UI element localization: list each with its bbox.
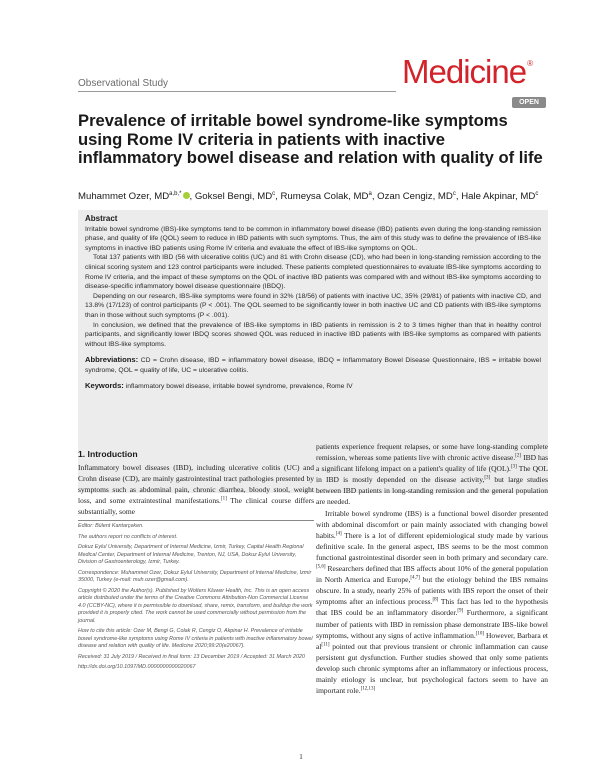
section-heading-introduction: 1. Introduction bbox=[78, 449, 138, 459]
abstract-paragraph: Depending on our research, IBS-like symptoms were found in 32% (18/56) of patients with inactive UC, 35% (29/81) of patients with inactive CD, and 13.8% (17/123) of control participants (P < .001). The QOL seemed to be significantly lower in both inactive UC and CD patients with IBS-like symptoms than in those without such symptoms (P < .001). bbox=[85, 292, 541, 319]
citation-link[interactable]: [4] bbox=[335, 531, 342, 537]
body-paragraph: patients experience frequent relapses, or some have long-standing complete remission, whereas some patients live with chronic active disease.[2] IBD has a significant lifelong impact on a patient's quality of life (QOL).[3] The QOL in IBD is mostly depended on the disease activity,[3] but large studies between IBD patients in long-standing remission and the general population are needed. bbox=[316, 442, 548, 507]
citation-note: How to cite this article: Ozer M, Bengi G, Colak R, Cengiz O, Akpinar H. Prevalence of irritable bowel syndrome-like symptoms using Rome IV criteria in patients with inactive inflammatory bowel disease and relation with quality of life. Medicine 2020;99:20(e20067). bbox=[78, 628, 313, 649]
author-name[interactable]: Muhammet Ozer, MD bbox=[78, 191, 170, 203]
citation-link[interactable]: [12,13] bbox=[360, 686, 376, 692]
author-name[interactable]: , Ozan Cengiz, MD bbox=[371, 191, 453, 203]
intro-right-column bbox=[316, 441, 548, 696]
citation-link[interactable]: [10] bbox=[475, 631, 485, 637]
citation-link[interactable]: [9] bbox=[457, 608, 464, 614]
citation-link[interactable]: [4,7] bbox=[410, 575, 420, 581]
abstract-paragraph: Total 137 patients with IBD (56 with ulcerative colitis (UC) and 81 with Crohn disease (CD), who had been in long-standing remission according to the clinical scoring system and 123 control participants were included. These patients completed questionnaires to evaluate IBS-like symptoms according to Rome IV criteria, and the impact of these symptoms on the QOL of inactive IBD patients was compared with and without IBS-like symptoms according to disease-specific inflammatory bowel disease questionnaire (IBDQ). bbox=[85, 254, 541, 291]
citation-link[interactable]: [8] bbox=[432, 597, 439, 603]
header-rule bbox=[78, 91, 396, 92]
affiliations-note: Dokuz Eylul University, Department of Internal Medicine, Izmir, Turkey, Capital Health Regional Medical Center, Department of Internal Medicine, Trenton, NJ, USA, Dokuz Eylul University, Division of Gastroenterology, Izmir, Turkey. bbox=[78, 544, 304, 565]
dates-note: Received: 31 July 2019 / Received in final form: 13 December 2019 / Accepted: 31 March 2020 bbox=[78, 653, 305, 660]
correspondence-note: Correspondence: Muhammet Ozer, Dokuz Eylul University, Department of Internal Medicine, Izmir 35000, Turkey (e-mail: muh.ozer@gmail.com). bbox=[78, 569, 312, 583]
abstract-paragraph: Irritable bowel syndrome (IBS)-like symptoms tend to be common in inflammatory bowel disease (IBD) patients even during the long-standing remission phase, and quality of life (QOL) seem to reduce in IBD patients with such symptoms. Thus, the aim of this study was to define the prevalence of IBS-like symptoms in inactive IBD patients using Rome IV criteria and evaluate the effect of IBS-like symptoms on QOL. bbox=[85, 225, 541, 252]
abstract-heading: Abstract bbox=[85, 214, 118, 223]
citation-link[interactable]: [11] bbox=[321, 642, 330, 648]
citation-link[interactable]: [3] bbox=[484, 475, 491, 481]
copyright-note: Copyright © 2020 the Author(s). Published by Wolters Kluwer Health, Inc. This is an open access article distributed under the terms of the Creative Commons Attribution-Non Commercial License 4.0 (CCBY-NC), where it is permissible to download, share, remix, transform, and buildup the work provided it is properly cited. The work cannot be used commercially without permission from the journal. bbox=[78, 587, 313, 624]
open-access-badge: OPEN bbox=[512, 97, 546, 108]
doi-link[interactable]: http://dx.doi.org/10.1097/MD.0000000000020067 bbox=[78, 664, 196, 670]
intro-left-column bbox=[78, 462, 314, 517]
editor-note: Editor: Bülent Kantarçeken. bbox=[78, 523, 144, 529]
body-paragraph: Inflammatory bowel diseases (IBD), including ulcerative colitis (UC) and Crohn disease (CD), are mainly gastrointestinal tract pathologies presented by symptoms such as abdominal pain, chronic diarrhea, bloody stool, weight loss, and some extraintestinal manifestations.[1] The clinical course differs substantially, some bbox=[78, 463, 315, 517]
section-label: Observational Study bbox=[78, 78, 169, 89]
conflict-note: The authors report no conflicts of interest. bbox=[78, 533, 178, 540]
citation-link[interactable]: [3] bbox=[510, 464, 517, 470]
article-title: Prevalence of irritable bowel syndrome-like symptoms using Rome IV criteria in patients with inactive inflammatory bowel disease and relation with quality of life bbox=[78, 111, 543, 167]
abstract-paragraph: In conclusion, we defined that the prevalence of IBS-like symptoms in IBD patients in remission is 2 to 3 times higher than that in healthy control participants, and significantly lower IBDQ scores showed QOL was reduced in inactive IBD patients with IBS-like symptoms as compared with patients without IBS-like symptoms. bbox=[85, 321, 541, 348]
body-paragraph: Irritable bowel syndrome (IBS) is a functional bowel disorder presented with abdominal discomfort or pain mainly associated with changing bowel habits.[4] There is a lot of different epidemiological study made by various definitive scale. In the general aspect, IBS seems to be the most common functional gastrointestinal disorder seen in both primary and secondary care.[5,6] Researchers defined that IBS affects about 10% of the general population in North America and Europe,[4,7] but the etiology behind the IBS remains obscure. In a study, nearly 25% of patients with IBS report the onset of their symptoms after an infectious process.[8] This fact has led to the hypothesis that IBS could be an inflammatory disorder.[9] Furthermore, a significant number of patients with IBD in remission phase demonstrate IBS-like bowel symptoms, without any signs of active inflammation.[10] However, Barbara et al[11] pointed out that previous transient or chronic inflammation can cause persistent gut dysfunction. Further studies showed that only some patients develop such chronic symptoms after an inflammatory or infectious process, mainly etiology is unclear, but psychological factors seem to have an important role.[12,13] bbox=[316, 508, 548, 696]
keywords: Keywords: inflammatory bowel disease, irritable bowel syndrome, prevalence, Rome IV bbox=[85, 380, 353, 390]
author-name[interactable]: , Goksel Bengi, MD bbox=[189, 191, 273, 203]
citation-link[interactable]: [2] bbox=[515, 453, 522, 459]
page-number: 1 bbox=[299, 752, 303, 761]
article-notes bbox=[78, 523, 314, 675]
journal-logo: Medicine® bbox=[402, 53, 532, 90]
footnote-rule bbox=[78, 520, 314, 521]
author-name[interactable]: , Hale Akpinar, MD bbox=[455, 191, 536, 203]
orcid-icon[interactable] bbox=[183, 192, 190, 199]
citation-link[interactable]: [5,6] bbox=[316, 564, 326, 570]
author-list: Muhammet Ozer, $MD^{a,b,*}$ , Goksel Bengi, $MD^c$, Rumeysa Colak, $MD^a$, Ozan Cengiz, $MD^c$, Hale Akpinar, $MD^c$ bbox=[78, 191, 539, 203]
citation-link[interactable]: [1] bbox=[220, 496, 227, 502]
abbreviations: Abbreviations: CD = Crohn disease, IBD = inflammatory bowel disease, IBDQ = Inflammatory Bowel Disease Questionnaire, IBS = irritable bowel syndrome, QOL = quality of life, UC = ulcerative colitis. bbox=[85, 355, 541, 374]
author-name[interactable]: , Rumeysa Colak, MD bbox=[275, 191, 369, 203]
